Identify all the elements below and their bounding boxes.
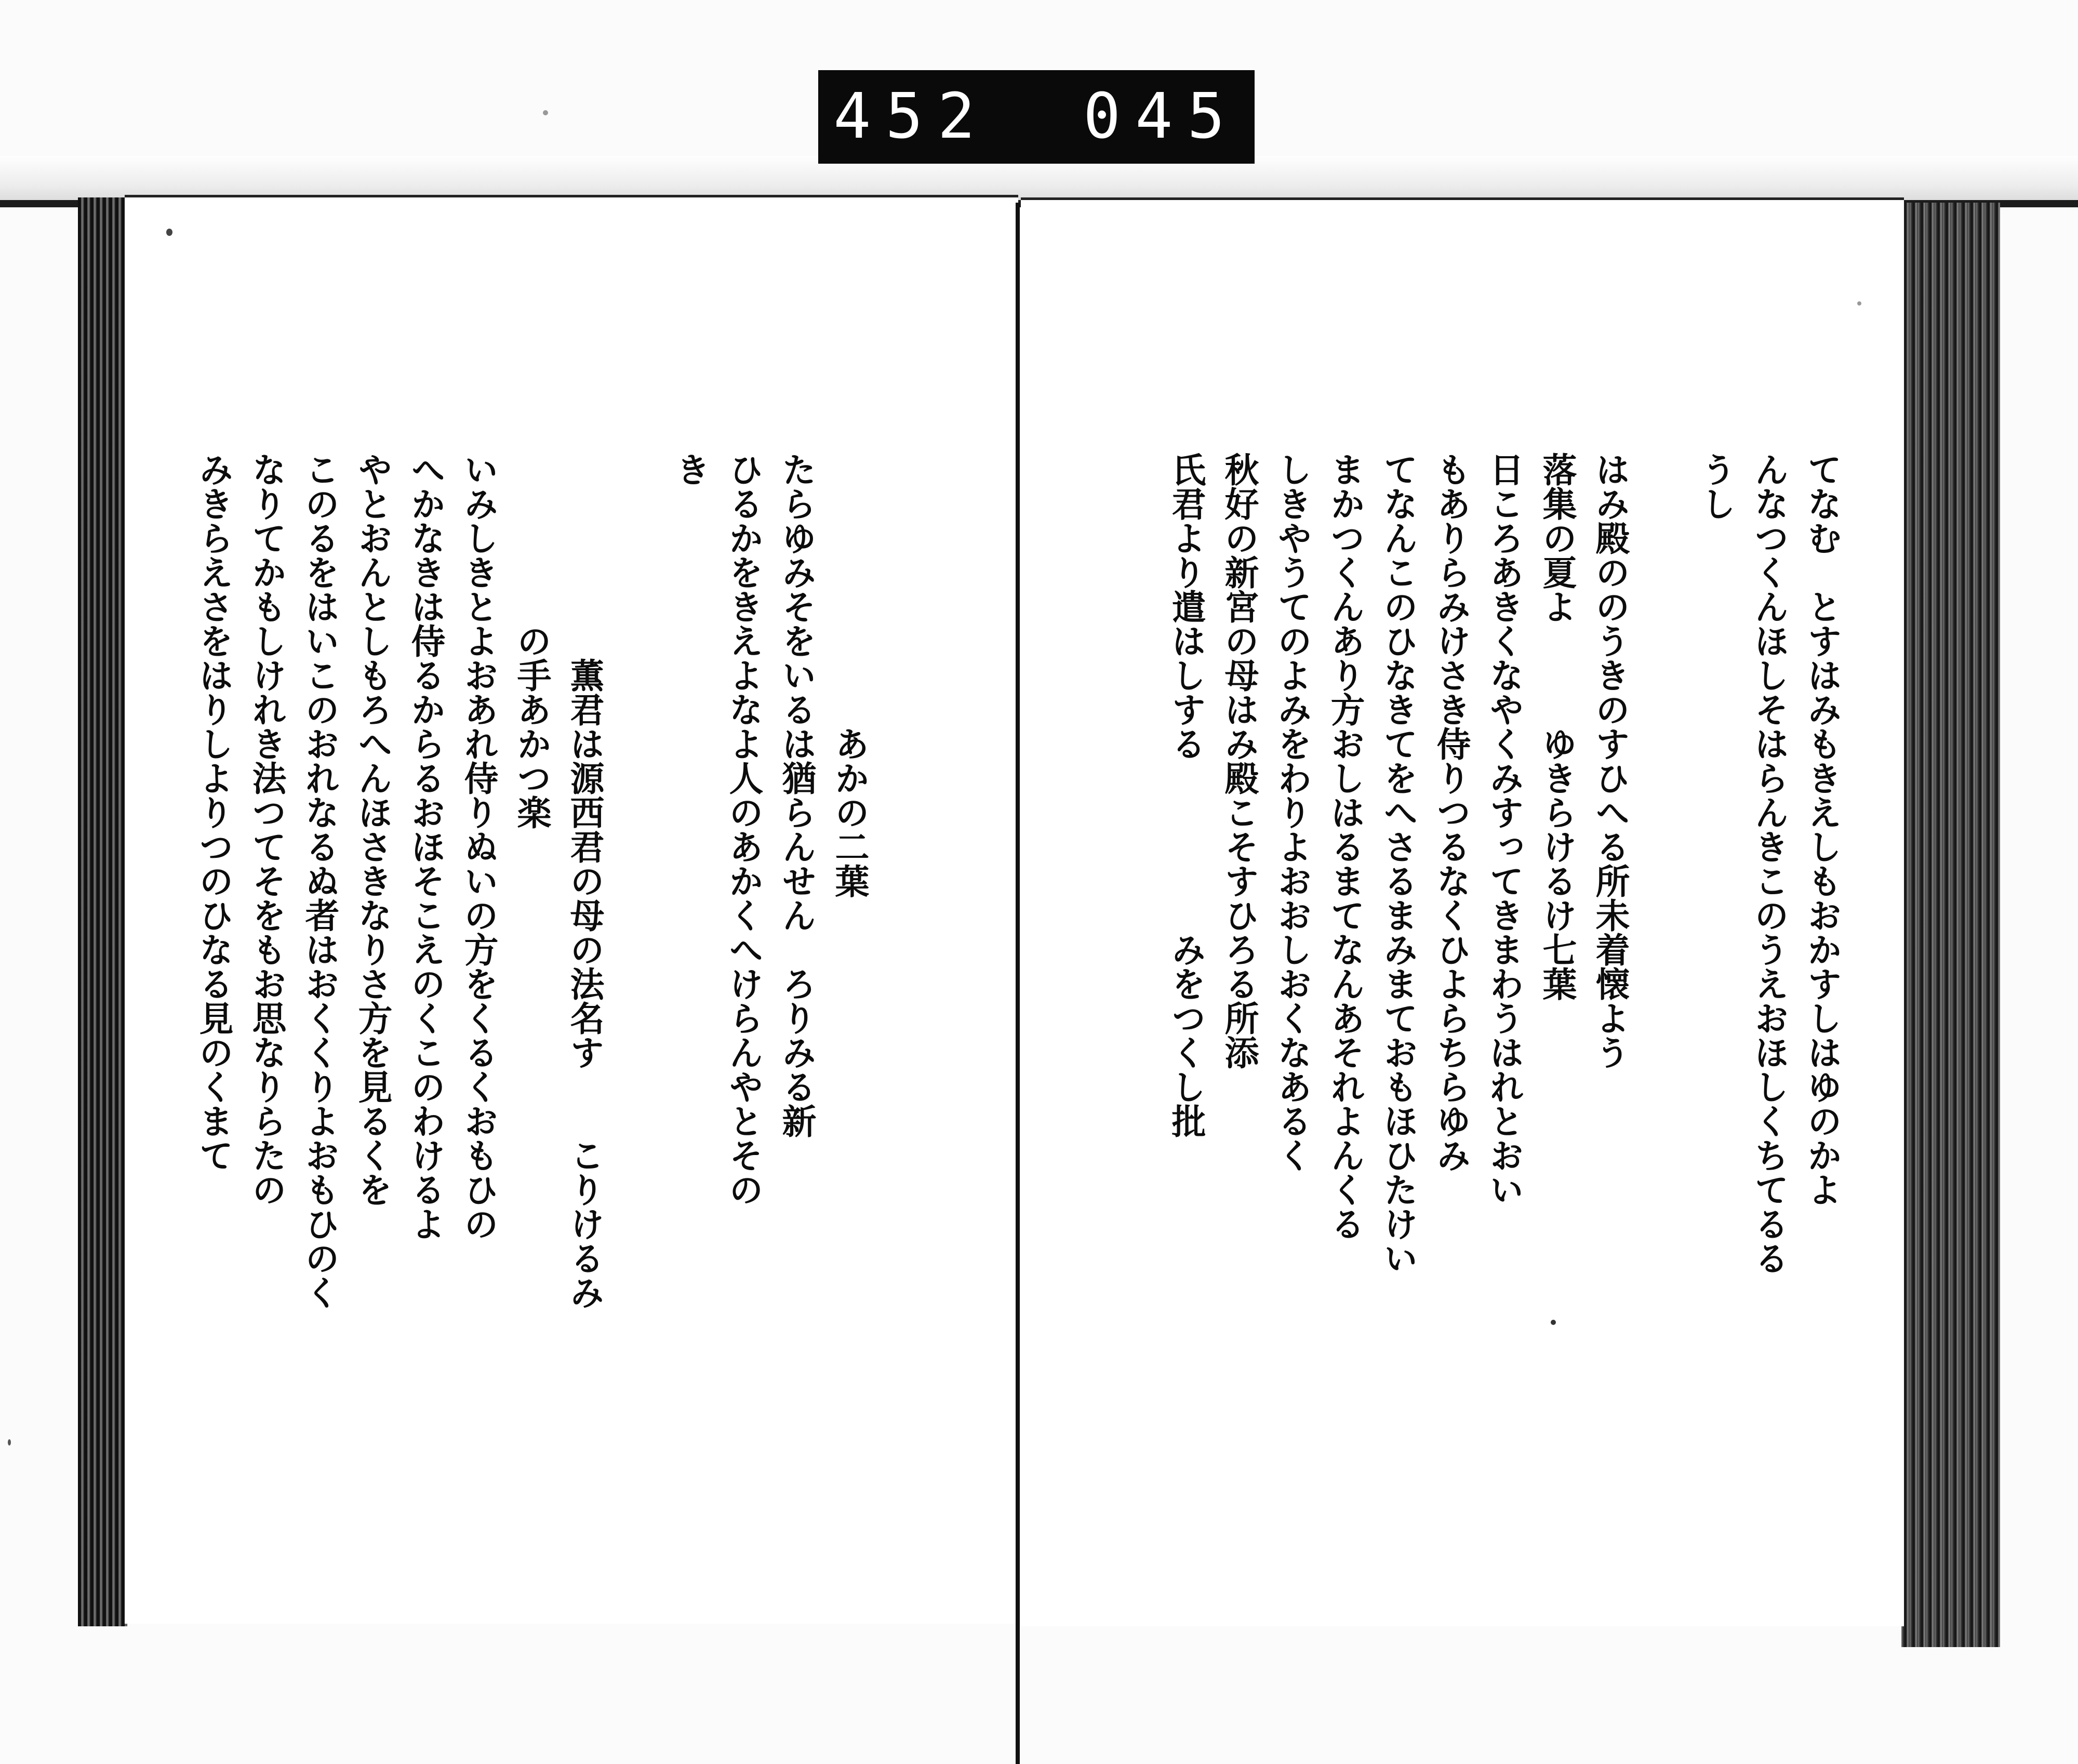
page-left-column: [620, 452, 655, 1569]
page-right-column: もありらみけさき侍りつるなくひよらちらゆみ: [1431, 452, 1471, 1172]
page-left-column: みきらえさをはりしよりつのひなる見のくまて: [193, 452, 234, 1172]
page-left-column: このるをはいこのおれなるぬ者はおくくりよおもひのく: [299, 452, 340, 1309]
scan-speck: [543, 110, 548, 115]
page-right-column: 落集の夏よ ゆきらけるけ七葉: [1537, 452, 1577, 1001]
page-left-column: へかなきは侍るからるおほそこえのくこのわけるよ: [405, 452, 446, 1241]
page-left-column: き: [670, 452, 711, 486]
page-right-column: [1646, 452, 1680, 1569]
book-right-edge: [1901, 203, 2000, 1647]
archive-number-label: [818, 70, 1255, 164]
page-left-column: あかの二葉: [829, 452, 870, 898]
page-right-column: 日ころあきくなやくみすってきまわうはれとおい: [1484, 452, 1524, 1206]
right-page-text: [1029, 452, 1842, 1569]
book-gutter: [1016, 203, 1020, 1764]
page-left-column: ひるかをきえよなよ人のあかくへけらんやとその: [723, 452, 764, 1206]
page-left-column: [885, 452, 920, 1569]
scan-speck: [166, 229, 172, 236]
scan-speck: [8, 1439, 11, 1445]
page-right-column: てなむ とすはみもきえしもおかすしはゆのかよ: [1802, 452, 1842, 1206]
page-right-column: んなつくんほしそはらんきこのうえおほしくちてるる: [1749, 452, 1789, 1275]
page-right-column: 氏君より遣はしする みをつくし批: [1166, 452, 1206, 1138]
page-left-column: 薫君は源西君の母の法名す こりけるみ: [564, 452, 605, 1309]
page-left-column: の手あかつ楽: [511, 452, 552, 829]
left-page-text: [166, 452, 920, 1569]
page-right-column: はみ殿ののうきのすひへる所未着懐よう: [1590, 452, 1630, 1069]
scan-speck: [1551, 1320, 1556, 1325]
page-right-column: てなんこのひなきてをへさるまみまておもほひたけい: [1378, 452, 1418, 1275]
page-right-column: しきやうてのよみをわりよおおしおくなあるく: [1272, 452, 1312, 1172]
scan-speck: [1857, 301, 1861, 306]
page-left-column: たらゆみそをいるは猶らんせん ろりみる新: [776, 452, 817, 1138]
page-left-column: やとおんとしもろへんほさきなりさ方を見るくを: [352, 452, 393, 1206]
book-left-edge: [78, 197, 127, 1626]
page-right-column: 秋好の新宮の母はみ殿こそすひろる所添: [1219, 452, 1259, 1069]
page-left-column: なりてかもしけれき法つてそをもお思なりらたの: [246, 452, 287, 1206]
archive-number-right: 045: [1083, 81, 1240, 153]
archive-number-left: 452: [833, 81, 990, 153]
page-right-column: まかつくんあり方おしはるまてなんあそれよんくる: [1325, 452, 1365, 1241]
page-left-column: いみしきとよおあれ侍りぬいの方をくるくおもひの: [458, 452, 499, 1241]
page-right-column: うし: [1696, 452, 1736, 521]
